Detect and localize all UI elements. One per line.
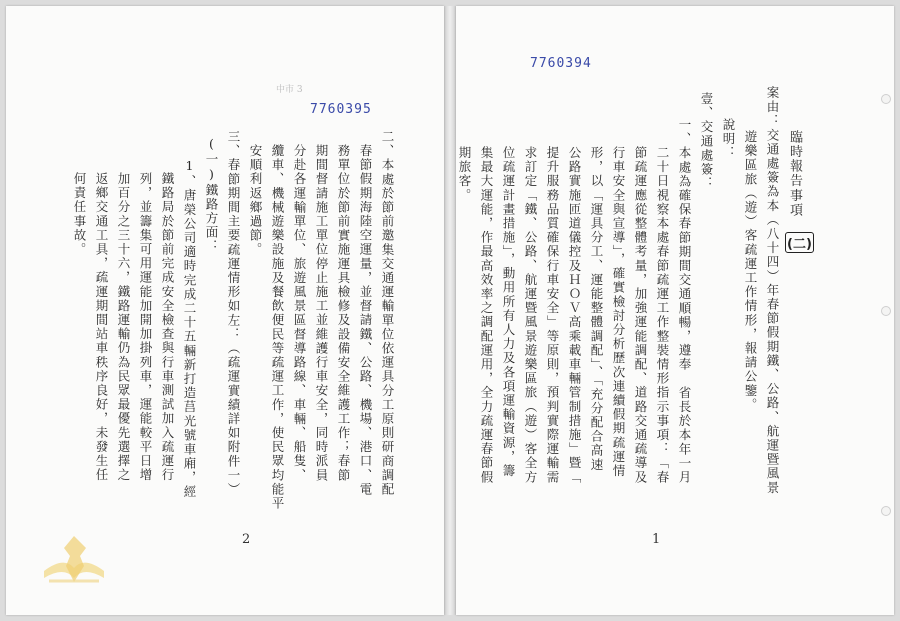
page-number: 1 bbox=[652, 532, 661, 547]
text-column: 節疏運應從整體考量，加強運能調配、道路交通疏導及 bbox=[633, 146, 648, 485]
document-stamp-right: 7760394 bbox=[530, 56, 592, 71]
text-column: 1、唐榮公司適時完成二十五輛新打造莒光號車廂，經 bbox=[182, 158, 197, 499]
text-column: 遊樂區旅（遊）客疏運工作情形，報請公鑒。 bbox=[743, 130, 758, 412]
text-column: 行車安全與宣導」，確實檢討分析歷次連續假期疏運情 bbox=[611, 146, 626, 479]
text-column: 公路實施匝道儀控及ＨＯＶ高乘載車輛管制措施」暨「 bbox=[567, 146, 582, 485]
text-column: 壹、交通處簽： bbox=[699, 92, 714, 191]
binding-hole bbox=[881, 506, 891, 516]
right-page bbox=[456, 6, 894, 615]
circled-mark: (二) bbox=[785, 232, 814, 253]
text-column: 位疏運計畫措施」，動用所有人力及各項運輸資源，籌 bbox=[501, 146, 516, 479]
text-column: (一)鐵路方面： bbox=[204, 136, 219, 254]
text-column: 集最大運能，作最高效率之調配運用，全力疏運春節假 bbox=[479, 146, 494, 485]
text-column: 列，並籌集可用運能加開加掛列車，運能較平日增 bbox=[138, 172, 153, 483]
page-number: 2 bbox=[242, 532, 251, 547]
faint-mark: 中市 3 bbox=[276, 85, 303, 95]
text-column: 提升服務品質確保行車安全」等原則，預判實際運輸需 bbox=[545, 146, 560, 485]
text-column: 案由：交通處簽為本（八十四）年春節假期鐵、公路、航運暨風景 bbox=[765, 86, 780, 495]
report-title: 臨時報告事項 bbox=[787, 130, 802, 218]
document-stamp-left: 7760395 bbox=[310, 102, 372, 117]
binding-hole bbox=[881, 306, 891, 316]
text-column: 說明： bbox=[721, 118, 736, 161]
text-column: 期旅客。 bbox=[457, 146, 472, 203]
text-column: 鐵路局於節前完成安全檢查與行車測試加入疏運行 bbox=[160, 172, 175, 483]
text-column: 二、本處於節前邀集交通運輸單位依運具分工原則研商調配 bbox=[380, 130, 395, 497]
text-column: 返鄉交通工具，疏運期間站車秩序良好，未發生任 bbox=[94, 172, 109, 483]
text-column: 纜車、機械遊樂設施及餐飲便民等疏運工作，使民眾均能平 bbox=[270, 144, 285, 511]
book-gutter bbox=[444, 6, 456, 615]
text-column: 加百分之三十六，鐵路運輸仍為民眾最優先選擇之 bbox=[116, 172, 131, 483]
text-column: 務單位於節前實施運具檢修及設備安全維護工作；春節 bbox=[336, 144, 351, 483]
text-column: 安順利返鄉過節。 bbox=[248, 144, 263, 257]
text-column: 二十日視察本處春節疏運工作整裝情形指示事項：「春 bbox=[655, 146, 670, 485]
binding-hole bbox=[881, 94, 891, 104]
text-column: 三、春節期間主要疏運情形如左：（疏運實績詳如附件一） bbox=[226, 130, 241, 497]
text-column: 分赴各運輸單位、旅遊風景區督導路線、車輛、船隻、 bbox=[292, 144, 307, 483]
text-column: 何責任事故。 bbox=[72, 172, 87, 257]
left-page bbox=[6, 6, 444, 615]
text-column: 求訂定「鐵、公路、航運暨風景遊樂區旅（遊）客全方 bbox=[523, 146, 538, 485]
text-column: 期間督請施工單位停止施工並維護行車安全，同時派員 bbox=[314, 144, 329, 483]
archive-logo bbox=[34, 526, 114, 596]
text-column: 春節假期海陸空運量，並督請鐵、公路、機場、港口、電 bbox=[358, 144, 373, 497]
text-column: 一、本處為確保春節期間交通順暢，遵奉 省長於本年一月 bbox=[677, 118, 692, 485]
text-column: 形，以「運具分工、運能整體調配」、「充分配合高速 bbox=[589, 146, 604, 472]
